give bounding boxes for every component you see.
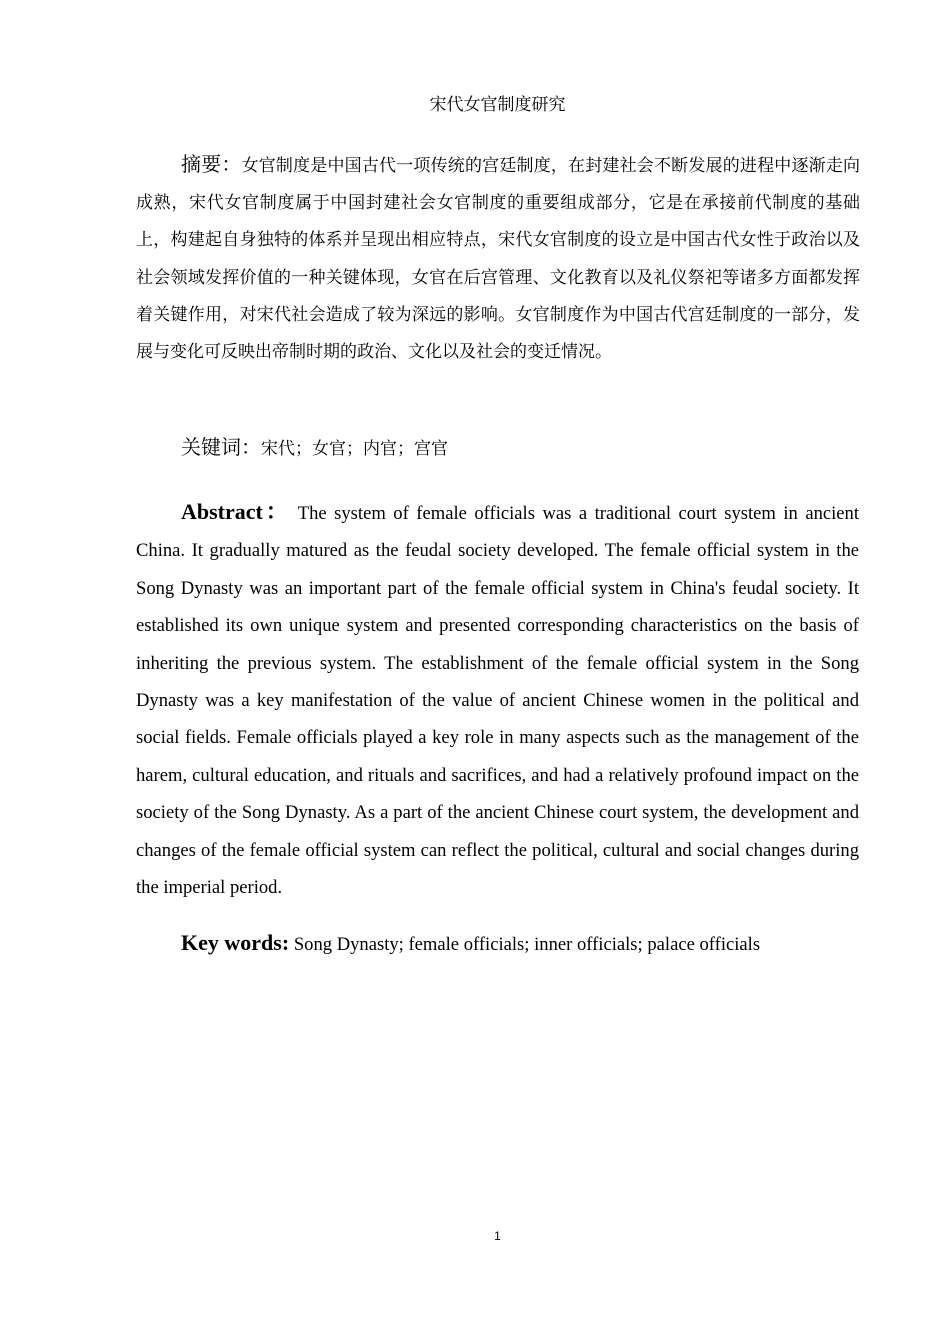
english-abstract (136, 493, 859, 906)
chinese-abstract-text: 女官制度是中国古代一项传统的宫廷制度，在封建社会不断发展的进程中逐渐走向成熟，宋代女官制度属于中国封建社会女官制度的重要组成部分，它是在承接前代制度的基础上，构建起自身独特的体系并呈现出相应特点，宋代女官制度的设立是中国古代女性于政治以及社会领域发挥价值的一种关键体现，女官在后宫管理、文化教育以及礼仪祭祀等诸多方面都发挥着关键作用，对宋代社会造成了较为深远的影响。女官制度作为中国古代宫廷制度的一部分，发展与变化可反映出帝制时期的政治、文化以及社会的变迁情况。 (136, 156, 861, 363)
chinese-abstract-label: 摘要： (181, 152, 242, 176)
page-number: 1 (494, 1229, 501, 1243)
chinese-keywords (181, 432, 861, 464)
english-abstract-text: The system of female officials was a traditional court system in ancient China. It gradually matured as the feudal society developed. The female official system in the Song Dynasty was an important part of the female official system in China's feudal society. It established its own unique system and presented corresponding characteristics on the basis of inheriting the previous system. The establishment of the female official system in the Song Dynasty was a key manifestation of the value of ancient Chinese women in the political and social fields. Female officials played a key role in many aspects such as the management of the harem, cultural education, and rituals and sacrifices, and had a relatively profound impact on the society of the Song Dynasty. As a part of the ancient Chinese court system, the development and changes of the female official system can reflect the political, cultural and social changes during the imperial period. (136, 503, 860, 899)
english-keywords (181, 927, 861, 961)
english-abstract-label: Abstract： (181, 499, 291, 524)
chinese-abstract (136, 146, 860, 371)
page-title: 宋代女官制度研究 (429, 95, 566, 115)
chinese-keywords-text: 宋代；女官；内官；宫官 (261, 439, 448, 459)
english-keywords-text: Song Dynasty; female officials; inner officials; palace officials (293, 934, 761, 955)
chinese-keywords-label: 关键词： (181, 435, 261, 459)
english-keywords-label: Key words: (181, 930, 290, 955)
